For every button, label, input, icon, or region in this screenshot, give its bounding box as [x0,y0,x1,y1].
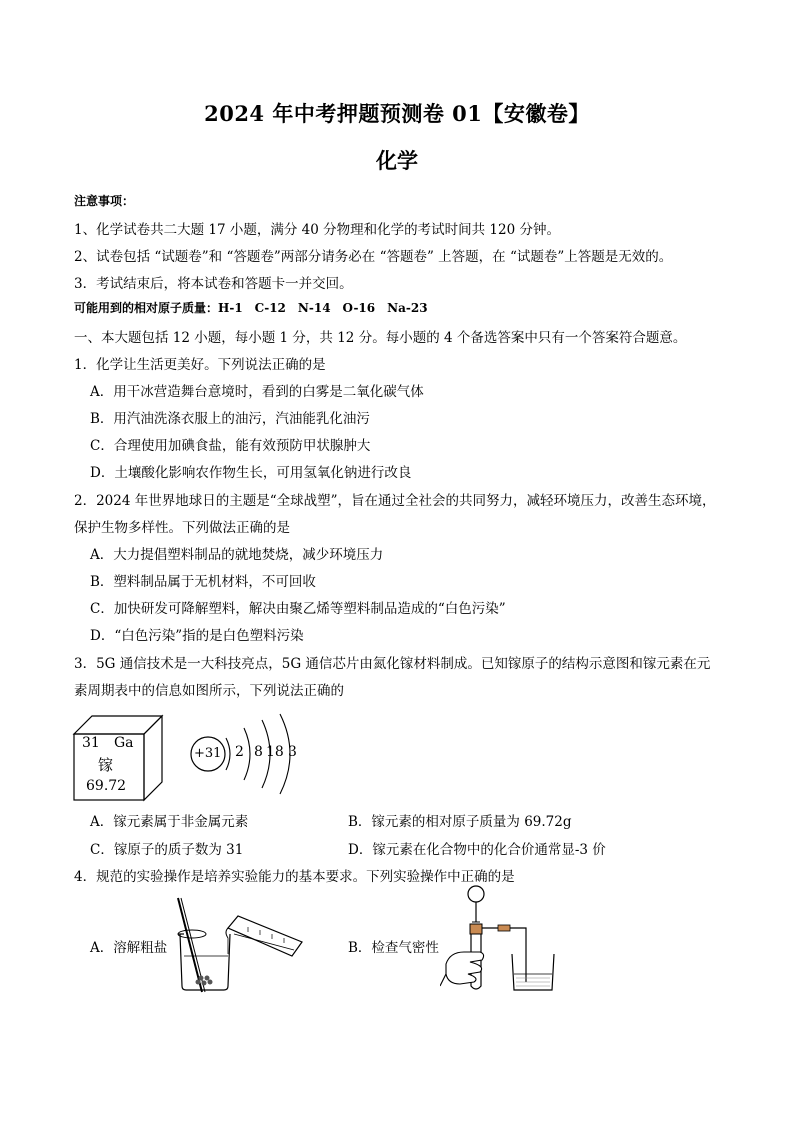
page-title: 2024 年中考押题预测卷 01【安徽卷】 [204,101,590,126]
subject-title: 化学 [376,149,418,173]
element-number: 31 [82,735,100,751]
notice-item-1: 1、化学试卷共二大题 17 小题，满分 40 分物理和化学的考试时间共 120 分钟。 [74,222,560,238]
notice-item-3: 3．考试结束后，将本试卷和答题卡一并交回。 [74,276,353,292]
airtightness-figure [440,882,560,998]
shell-2: 8 [254,744,263,760]
notice-heading: 注意事项： [74,194,135,208]
shell-1: 2 [235,744,244,760]
q1-option-d: D．土壤酸化影响农作物生长，可用氢氧化钠进行改良 [90,465,412,481]
atom-nucleus: +31 [194,746,222,761]
q3-stem-line2: 素周期表中的信息如图所示，下列说法正确的 [74,683,344,699]
notice-item-2: 2、试卷包括 “试题卷”和 “答题卷”两部分请务必在 “答题卷” 上答题，在 “试题卷”上答题是无效的。 [74,249,673,265]
q2-option-b: B．塑料制品属于无机材料，不可回收 [90,574,316,590]
dissolve-salt-figure [168,894,308,994]
section-intro: 一、本大题包括 12 小题，每小题 1 分，共 12 分。每小题的 4 个备选答案中只有一个答案符合题意。 [74,330,687,346]
atom-structure-figure [186,710,306,800]
q2-option-c: C．加快研发可降解塑料，解决由聚乙烯等塑料制品造成的“白色污染” [90,601,506,617]
q1-option-a: A．用干冰营造舞台意境时，看到的白雾是二氧化碳气体 [90,384,424,400]
element-name: 镓 [98,756,114,774]
test-tube-hand-icon [440,882,560,998]
beaker-stir-icon [168,894,308,994]
q2-stem-line2: 保护生物多样性。下列做法正确的是 [74,520,290,536]
q3-option-c: C．镓原子的质子数为 31 [90,842,244,858]
q1-stem: 1．化学让生活更美好。下列说法正确的是 [74,357,326,373]
atomic-mass-note: 可能用到的相对原子质量：H-1 C-12 N-14 O-16 Na-23 [74,301,428,315]
element-mass: 69.72 [86,778,127,794]
shell-4: 3 [288,744,297,760]
q3-stem-line1: 3．5G 通信技术是一大科技亮点，5G 通信芯片由氮化镓材料制成。已知镓原子的结构示意图和镓元素在元 [74,656,711,672]
q1-option-b: B．用汽油洗涤衣服上的油污，汽油能乳化油污 [90,411,370,427]
q2-option-d: D．“白色污染”指的是白色塑料污染 [90,628,304,644]
shell-3: 18 [266,744,284,760]
q2-option-a: A．大力提倡塑料制品的就地焚烧，减少环境压力 [90,547,384,563]
q1-option-c: C．合理使用加碘食盐，能有效预防甲状腺肿大 [90,438,371,454]
q4-option-a: A．溶解粗盐 [90,940,168,956]
element-symbol: Ga [114,735,134,751]
q4-stem: 4．规范的实验操作是培养实验能力的基本要求。下列实验操作中正确的是 [74,869,515,885]
q4-option-b: B．检查气密性 [348,940,439,956]
q3-option-d: D．镓元素在化合物中的化合价通常显-3 价 [348,842,606,858]
q2-stem-line1: 2．2024 年世界地球日的主题是“全球战塑”，旨在通过全社会的共同努力，减轻环境压力，改善生态环境， [74,493,716,509]
q3-option-a: A．镓元素属于非金属元素 [90,814,249,830]
element-cell-figure [72,712,164,802]
q3-option-b: B．镓元素的相对原子质量为 69.72g [348,814,572,830]
